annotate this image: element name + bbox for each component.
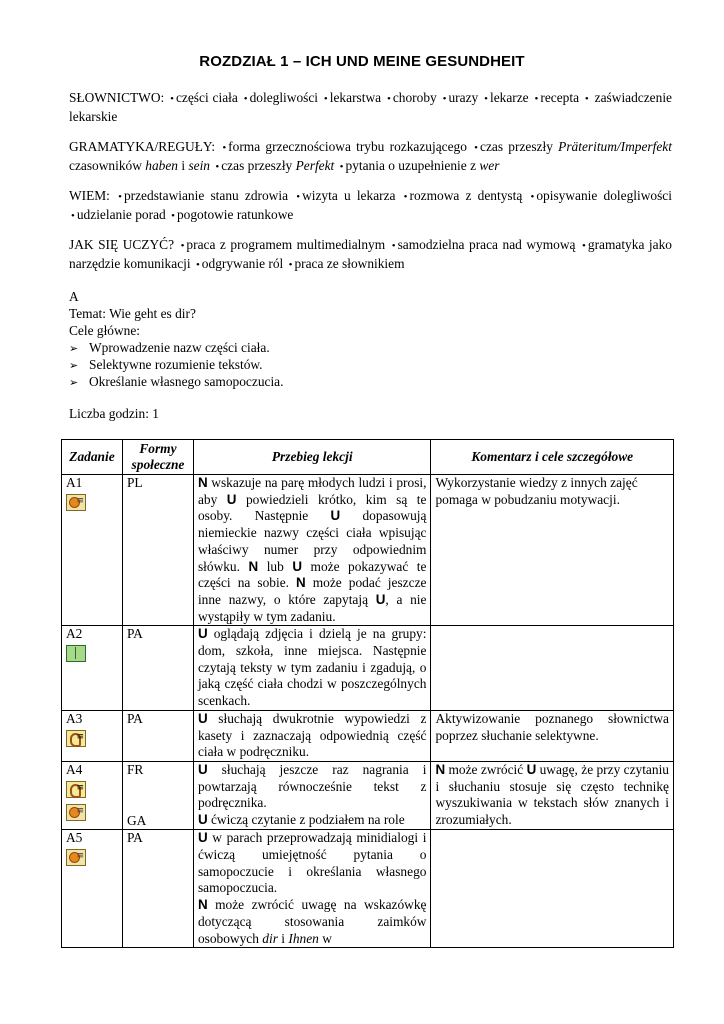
lesson-topic: Temat: Wie geht es dir? <box>69 306 196 321</box>
grammar-label: GRAMATYKA/REGUŁY: <box>69 139 216 154</box>
grammar-term: sein <box>188 158 211 173</box>
learning-item: praca z programem multimedialnym <box>186 237 386 252</box>
lesson-course: U w parach przeprowadzają minidialogi i ćwiczą umiejętność pytania o samopoczucie i określania własnego samopoczucia. N może zwrócić uwagę na wskazówkę dotyczącą stosowania zaimków osobowych dir i Ihnen w <box>193 830 431 948</box>
social-form: PL <box>122 475 193 626</box>
goal-item <box>69 373 283 392</box>
vocab-item: recepta <box>540 90 580 105</box>
grammar-item: czas przeszły <box>480 139 553 154</box>
hours-count: Liczba godzin: 1 <box>69 406 159 421</box>
bullet-icon: • <box>391 240 396 252</box>
knowledge-section <box>69 187 672 225</box>
bullet-icon: • <box>442 93 447 105</box>
page-title: ROZDZIAŁ 1 – ICH UND MEINE GESUNDHEIT <box>199 53 525 70</box>
bullet-icon: • <box>170 93 174 105</box>
table-row <box>62 626 674 711</box>
table-row <box>62 710 674 761</box>
grammar-text: i <box>181 158 186 173</box>
knowledge-item: wizyta u lekarza <box>302 188 396 203</box>
knowledge-item: pogotowie ratunkowe <box>176 207 294 222</box>
grammar-text: czasowników <box>69 158 142 173</box>
lesson-course: U słuchają jeszcze raz nagrania i powtarzają równocześnie tekst z podręcznika. U ćwiczą czytanie z podziałem na role <box>193 761 431 829</box>
bullet-icon: • <box>530 191 535 203</box>
section-letter: A <box>69 289 79 304</box>
vocab-item: urazy <box>448 90 479 105</box>
speaking-icon: ≡ <box>66 849 86 866</box>
grammar-item: pytania o uzupełnienie z <box>345 158 477 173</box>
bullet-icon: • <box>339 161 344 173</box>
book-icon <box>66 645 86 662</box>
bullet-icon: • <box>215 161 220 173</box>
bullet-icon: • <box>484 93 488 105</box>
learning-label: JAK SIĘ UCZYĆ? <box>69 237 175 252</box>
comment-cell: Aktywizowanie poznanego słownictwa poprzez słuchanie selektywne. <box>431 710 674 761</box>
task-id: A4 <box>66 761 83 777</box>
social-form-value: FR <box>126 761 144 777</box>
bullet-icon: • <box>180 240 185 252</box>
grammar-term: Perfekt <box>295 158 335 173</box>
bullet-icon: • <box>584 93 589 105</box>
column-header: Komentarz i cele szczegółowe <box>431 440 674 475</box>
speaking-icon: ≡ <box>66 804 86 821</box>
grammar-term: Präteritum/Imperfekt <box>558 139 672 154</box>
goal-text: Wprowadzenie nazw części ciała. <box>89 340 270 355</box>
column-header: Formy społeczne <box>122 440 193 475</box>
vocab-item: lekarstwa <box>329 90 382 105</box>
social-form-value: GA <box>126 812 147 828</box>
task-id: A1 <box>66 475 83 490</box>
knowledge-label: WIEM: <box>69 188 110 203</box>
listening-icon: ≡ <box>66 730 86 747</box>
goal-text: Selektywne rozumienie tekstów. <box>89 357 263 372</box>
learning-item: odgrywanie ról <box>201 256 284 271</box>
grammar-item: forma grzecznościowa trybu rozkazującego <box>228 139 467 154</box>
comment-cell: N może zwrócić U uwagę, że przy czytaniu i słuchaniu stosuje się często technikę wyszukiwania w tekstach słów znanych i zrozumiałych. <box>431 761 674 829</box>
grammar-section <box>69 138 672 176</box>
grammar-term: wer <box>479 158 500 173</box>
vocab-item: lekarze <box>489 90 529 105</box>
bullet-icon: • <box>195 259 200 271</box>
arrow-bullet-icon: ➢ <box>69 360 79 372</box>
lesson-course: U słuchają dwukrotnie wypowiedzi z kasety i zaznaczają odpowiednią część ciała w podręczniku. <box>193 710 431 761</box>
table-row <box>62 830 674 948</box>
task-id: A2 <box>66 626 83 642</box>
bullet-icon: • <box>474 142 479 154</box>
grammar-item: czas przeszły <box>221 158 293 173</box>
bullet-icon: • <box>243 93 248 105</box>
social-form: PA <box>122 710 193 761</box>
arrow-bullet-icon: ➢ <box>69 343 79 355</box>
goals-label: Cele główne: <box>69 323 141 338</box>
learning-section <box>69 236 672 274</box>
bullet-icon: • <box>71 210 75 222</box>
bullet-icon: • <box>296 191 301 203</box>
bullet-icon: • <box>403 191 408 203</box>
task-id: A3 <box>66 710 83 726</box>
comment-cell <box>431 626 674 711</box>
table-header-row <box>62 440 674 475</box>
knowledge-item: opisywanie dolegliwości <box>536 188 672 203</box>
knowledge-item: udzielanie porad <box>76 207 166 222</box>
vocabulary-section <box>69 89 672 125</box>
comment-cell <box>431 830 674 948</box>
vocab-item: dolegliwości <box>249 90 319 105</box>
comment-cell: Wykorzystanie wiedzy z innych zajęć pomaga w pobudzaniu motywacji. <box>431 475 674 626</box>
learning-item: samodzielna praca nad wymową <box>397 237 576 252</box>
task-id: A5 <box>66 830 83 846</box>
bullet-icon: • <box>171 210 175 222</box>
column-header: Zadanie <box>62 440 123 475</box>
vocab-item: części ciała <box>175 90 238 105</box>
bullet-icon: • <box>323 93 328 105</box>
listening-icon: ≡ <box>66 781 86 798</box>
table-row <box>62 761 674 829</box>
vocabulary-label: SŁOWNICTWO: <box>69 90 165 105</box>
social-form <box>122 761 193 829</box>
goal-text: Określanie własnego samopoczucia. <box>89 374 284 389</box>
speaking-icon: ≡ <box>66 494 86 511</box>
grammar-term: haben <box>145 158 178 173</box>
learning-item: praca ze słownikiem <box>294 256 405 271</box>
bullet-icon: • <box>534 93 539 105</box>
arrow-bullet-icon: ➢ <box>69 377 79 389</box>
lesson-course: N wskazuje na parę młodych ludzi i prosi, aby U powiedzieli krótko, kim są te osoby. Następnie U dopasowują niemieckie nazwy części ciała wpisując właściwy numer przy odpowiednim słówku. N lub U może pokazywać te części na sobie. N może podać jeszcze inne nazwy, o które zapytają U, a nie wystąpiły w tym zadaniu. <box>193 475 431 626</box>
vocab-item: choroby <box>392 90 437 105</box>
bullet-icon: • <box>288 259 293 271</box>
social-form: PA <box>122 830 193 948</box>
knowledge-item: rozmowa z dentystą <box>409 188 523 203</box>
knowledge-item: przedstawianie stanu zdrowia <box>123 188 289 203</box>
bullet-icon: • <box>222 142 227 154</box>
column-header: Przebieg lekcji <box>193 440 431 475</box>
social-form: PA <box>122 626 193 711</box>
bullet-icon: • <box>582 240 586 252</box>
learning-item: gramatyka jako narzędzie komunikacji <box>69 237 672 271</box>
lesson-table <box>61 439 674 948</box>
bullet-icon: • <box>386 93 391 105</box>
table-row <box>62 475 674 626</box>
bullet-icon: • <box>118 191 122 203</box>
lesson-course: U oglądają zdjęcia i dzielą je na grupy: dom, szkoła, inne miejsca. Następnie czytają teksty w tym zadaniu i zgadują, o jaką część ciała chodzi w poszczególnych scenkach. <box>193 626 431 711</box>
vocab-item: zaświadczenie lekarskie <box>69 90 672 124</box>
